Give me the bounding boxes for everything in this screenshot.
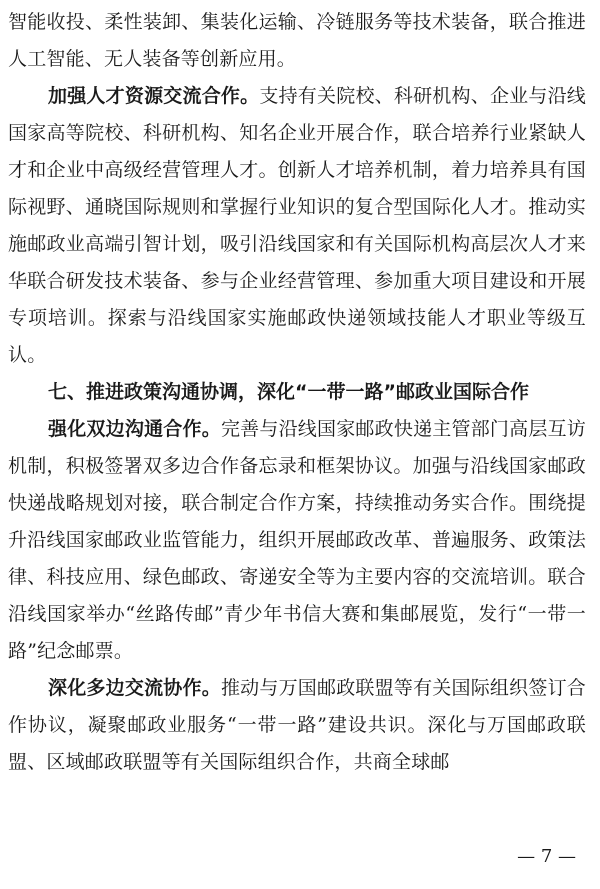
- paragraph-lead: 强化双边沟通合作。: [48, 418, 221, 440]
- page-number: — 7 —: [517, 846, 576, 867]
- paragraph-continuation: [8, 4, 586, 78]
- paragraph-text: 智能收投、柔性装卸、集装化运输、冷链服务等技术装备，联合推进人工智能、无人装备等创新应用。: [8, 11, 586, 70]
- paragraph-lead: 深化多边交流协作。: [48, 677, 221, 699]
- paragraph-text: 推动与万国邮政联盟等有关国际组织签订合作协议，凝聚邮政业服务“一带一路”建设共识。深化与万国邮政联盟、区域邮政联盟等有关国际组织合作，共商全球邮: [8, 677, 586, 773]
- paragraph-talent-exchange: [8, 78, 586, 374]
- paragraph-text: 完善与沿线国家邮政快递主管部门高层互访机制，积极签署双多边合作备忘录和框架协议。加强与沿线国家邮政快递战略规划对接，联合制定合作方案，持续推动务实合作。围绕提升沿线国家邮政业监管能力，组织开展邮政改革、普遍服务、政策法律、科技应用、绿色邮政、寄递安全等为主要内容的交流培训。联合沿线国家举办“丝路传邮”青少年书信大赛和集邮展览，发行“一带一路”纪念邮票。: [8, 418, 586, 662]
- paragraph-bilateral: [8, 411, 586, 670]
- document-page: [8, 4, 586, 781]
- paragraph-text: 支持有关院校、科研机构、企业与沿线国家高等院校、科研机构、知名企业开展合作，联合培养行业紧缺人才和企业中高级经营管理人才。创新人才培养机制，着力培养具有国际视野、通晓国际规则和掌握行业知识的复合型国际化人才。推动实施邮政业高端引智计划，吸引沿线国家和有关国际机构高层次人才来华联合研发技术装备、参与企业经营管理、参加重大项目建设和开展专项培训。探索与沿线国家实施邮政快递领域技能人才职业等级互认。: [8, 85, 587, 366]
- paragraph-lead: 加强人才资源交流合作。: [48, 85, 260, 107]
- paragraph-multilateral: [8, 670, 586, 781]
- section-heading: 七、推进政策沟通协调，深化“一带一路”邮政业国际合作: [48, 381, 529, 403]
